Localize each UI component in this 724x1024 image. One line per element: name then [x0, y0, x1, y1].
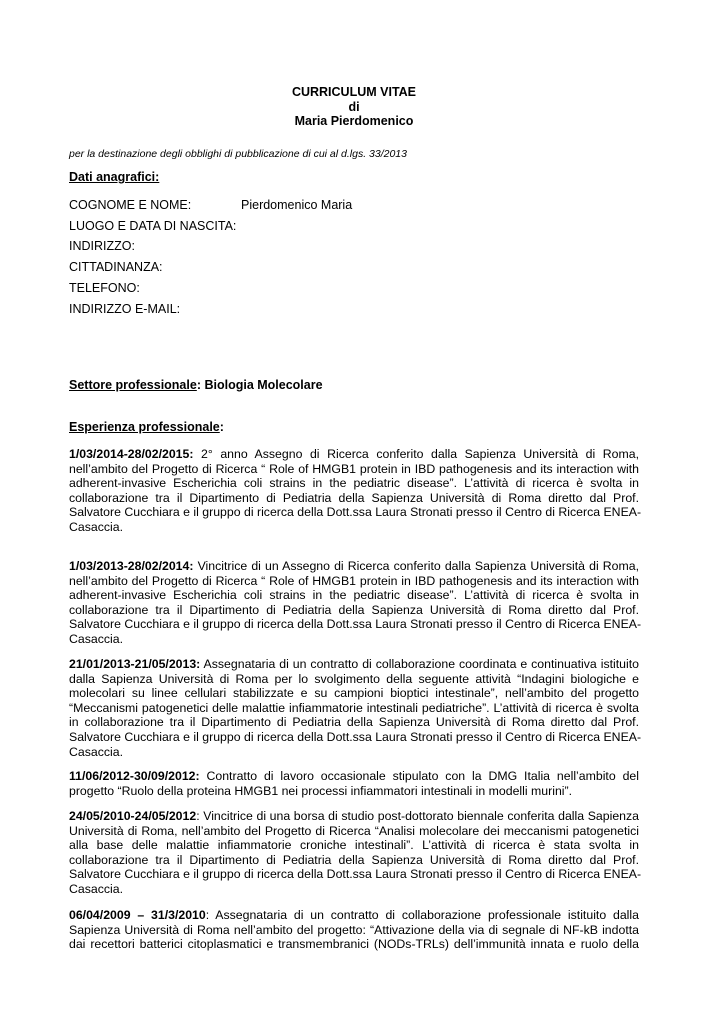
settore-heading	[69, 378, 323, 393]
title-line-2: di	[348, 99, 360, 114]
entry-line: 1/03/2013-28/02/2014: Vincitrice di un Assegno di Ricerca conferito dalla Sapienza Università di Roma,	[69, 559, 639, 573]
field-cittadinanza	[69, 260, 639, 275]
experience-entry	[69, 769, 639, 798]
document-title	[69, 85, 639, 129]
experience-entry	[69, 657, 642, 759]
entry-date: 24/05/2010-24/05/2012	[69, 809, 197, 823]
experience-entry	[69, 447, 642, 535]
entry-line: molecolari su linee cellulari stabilizzate e su campioni bioptici intestinale”, nell’ambito del progetto	[69, 686, 639, 701]
entry-line: Sapienza Università di Roma nell’ambito del progetto: “Attivazione della via di segnale di NF-kB indotta	[69, 922, 639, 937]
field-indirizzo-email	[69, 302, 639, 317]
anagrafica-heading-text: Dati anagrafici:	[69, 170, 160, 184]
entry-date: 1/03/2013-28/02/2014:	[69, 559, 194, 573]
settore-value: Biologia Molecolare	[201, 378, 323, 392]
entry-line: nell’ambito del Progetto di Ricerca “ Role of HMGB1 protein in IBD pathogenesis and its interaction with	[69, 461, 639, 476]
entry-line: 11/06/2012-30/09/2012: Contratto di lavoro occasionale stipulato con la DMG Italia nell’ambito del	[69, 769, 639, 783]
entry-line: Università di Roma, nell’ambito del Progetto di Ricerca “Analisi molecolare dei meccanismi patogenetici	[69, 823, 639, 838]
entry-line: “Meccanismi patogenetici delle malattie infiammatorie intestinali pediatriche”. L’attività di ricerca è svolta	[69, 700, 639, 715]
experience-entry	[69, 559, 642, 647]
entry-line: progetto “Ruolo della proteina HMGB1 nei processi infiammatori intestinali in modelli murini”.	[69, 783, 573, 798]
entry-line: dai recettori batterici citoplasmatici e transmembranici (NODs-TRLs) dell’immunità innata e ruolo della	[69, 937, 639, 952]
field-label: CITTADINANZA:	[69, 260, 163, 274]
anagrafica-heading	[69, 170, 159, 185]
field-label: TELEFONO:	[69, 281, 140, 295]
entry-line: Salvatore Cucchiara e il gruppo di ricerca della Dott.ssa Laura Stronati presso il Centro di Ricerca ENEA-	[69, 617, 642, 632]
field-label: LUOGO E DATA DI NASCITA:	[69, 219, 237, 233]
title-line-3: Maria Pierdomenico	[294, 114, 414, 128]
field-telefono	[69, 281, 639, 296]
title-line-1: CURRICULUM VITAE	[291, 85, 417, 99]
entry-line: dalla Sapienza Università di Roma per lo svolgimento della seguente attività “Indagini biologiche e	[69, 671, 639, 686]
field-label: INDIRIZZO:	[69, 239, 135, 253]
entry-line: in collaborazione tra il Dipartimento di Pediatria della Sapienza Università di Roma diretto dal Prof.	[69, 715, 639, 730]
field-label: COGNOME E NOME:	[69, 198, 192, 212]
entry-line: nell’ambito del Progetto di Ricerca “ Role of HMGB1 protein in IBD pathogenesis and its interaction with	[69, 573, 639, 588]
entry-line: Salvatore Cucchiara e il gruppo di ricerca della Dott.ssa Laura Stronati presso il Centro di Ricerca ENEA-	[69, 867, 642, 882]
document-subtitle: per la destinazione degli obblighi di pubblicazione di cui al d.lgs. 33/2013	[69, 148, 407, 160]
entry-line: 06/04/2009 – 31/3/2010: Assegnataria di un contratto di collaborazione professionale istituito dalla	[69, 908, 639, 922]
entry-line: collaborazione tra il Dipartimento di Pediatria della Sapienza Università di Roma diretto dal Prof.	[69, 490, 639, 505]
entry-line: collaborazione tra il Dipartimento di Pediatria della Sapienza Università di Roma diretto dal Prof.	[69, 602, 639, 617]
entry-line: Casaccia.	[69, 744, 123, 759]
settore-label: Settore professionale	[69, 378, 197, 392]
entry-line: collaborazione tra il Dipartimento di Pediatria della Sapienza Università di Roma diretto dal Prof.	[69, 852, 639, 867]
entry-line: 24/05/2010-24/05/2012: Vincitrice di una borsa di studio post-dottorato biennale conferita dalla Sapienza	[69, 809, 639, 823]
entry-date: 1/03/2014-28/02/2015:	[69, 447, 194, 461]
entry-line: Casaccia.	[69, 519, 123, 534]
entry-line: Salvatore Cucchiara e il gruppo di ricerca della Dott.ssa Laura Stronati presso il Centro di Ricerca ENEA-	[69, 505, 642, 520]
entry-line: adherent-invasive Escherichia coli strains in the pediatric disease”. L’attività di ricerca è svolta in	[69, 476, 639, 491]
field-luogo-data-nascita	[69, 219, 639, 234]
entry-line: Casaccia.	[69, 631, 123, 646]
entry-line: alla base delle malattie infiammatorie croniche intestinali”. L’attività di ricerca è stata svolta in	[69, 838, 639, 853]
esperienza-heading-text: Esperienza professionale	[69, 420, 220, 434]
esperienza-heading	[69, 420, 224, 435]
field-value: Pierdomenico Maria	[241, 198, 353, 212]
entry-line: adherent-invasive Escherichia coli strains in the pediatric disease”. L’attività di ricerca è svolta in	[69, 588, 639, 603]
field-cognome-nome	[69, 198, 639, 213]
experience-entry	[69, 809, 642, 897]
field-indirizzo	[69, 239, 639, 254]
entry-line: 21/01/2013-21/05/2013: Assegnataria di un contratto di collaborazione coordinata e continuativa istituito	[69, 657, 639, 671]
entry-date: 06/04/2009 – 31/3/2010	[69, 908, 206, 922]
experience-entry	[69, 908, 639, 952]
entry-date: 11/06/2012-30/09/2012:	[69, 769, 200, 783]
entry-line: Salvatore Cucchiara e il gruppo di ricerca della Dott.ssa Laura Stronati presso il Centro di Ricerca ENEA-	[69, 729, 642, 744]
entry-line: 1/03/2014-28/02/2015: 2° anno Assegno di Ricerca conferito dalla Sapienza Università di Roma,	[69, 447, 639, 461]
entry-line: Casaccia.	[69, 881, 123, 896]
settore-colon: :	[196, 378, 201, 392]
esperienza-colon: :	[219, 420, 224, 434]
field-label: INDIRIZZO E-MAIL:	[69, 302, 181, 316]
entry-date: 21/01/2013-21/05/2013:	[69, 657, 201, 671]
